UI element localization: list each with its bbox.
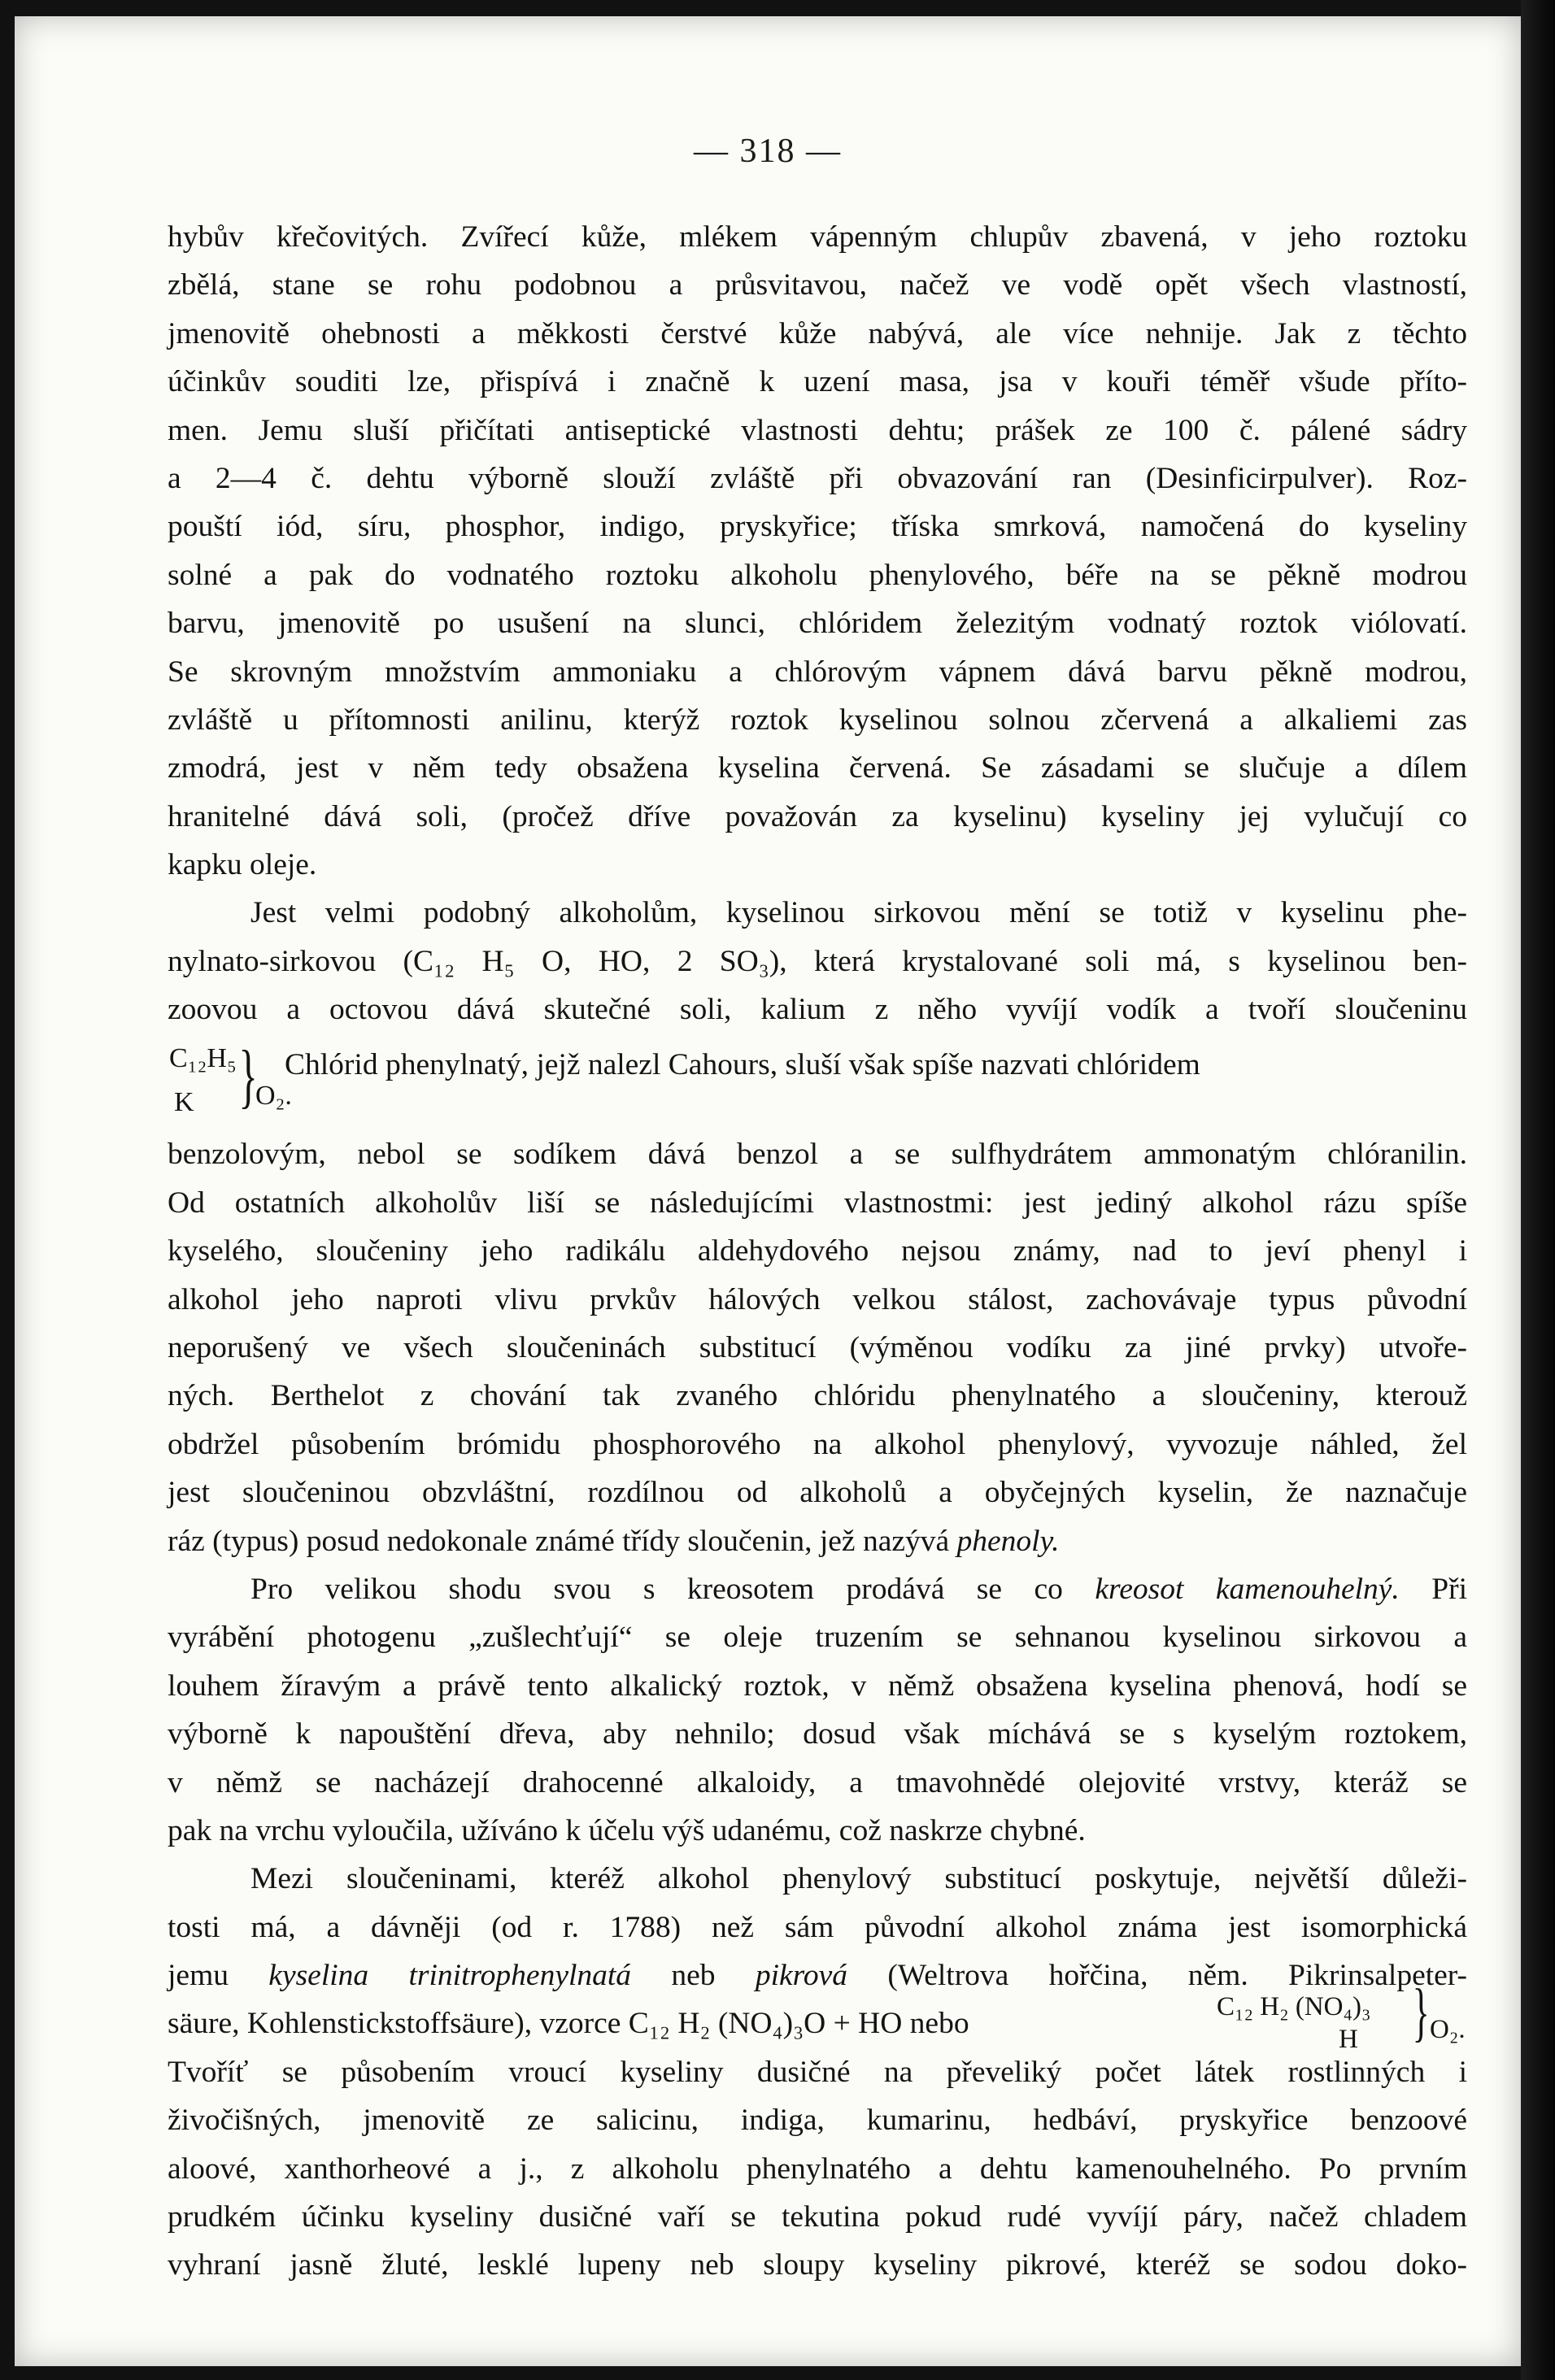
- formula-brace: }: [1412, 1977, 1430, 2049]
- text-line: neporušený ve všech sloučeninách substitucí (výměnou vodíku za jiné prvky) utvoře-: [168, 1331, 1467, 1364]
- text-line: vyrábění photogenu „zušlechťují“ se oleje truzením se sehnanou kyselinou sirkovou a: [168, 1621, 1467, 1655]
- text-line: solné a pak do vodnatého roztoku alkoholu phenylového, béře na se pěkně modrou: [168, 558, 1467, 592]
- body-text: [168, 213, 1467, 2290]
- text-run: säure, Kohlenstickstoffsäure), vzorce C₁₂ H₂ (NO₄)₃O + HO nebo: [168, 2007, 969, 2041]
- formula-o2: O₂.: [1430, 2015, 1466, 2045]
- text-line: v němž se nacházejí drahocenné alkaloidy, a tmavohnědé olejovité vrstvy, kteráž se: [168, 1765, 1467, 1799]
- italic-term: phenoly.: [956, 1524, 1060, 1558]
- text-line: Mezi sloučeninami, kteréž alkohol phenylový substitucí poskytuje, největší důleži-: [250, 1862, 1467, 1896]
- text-line: zoovou a octovou dává skutečné soli, kalium z něho vyvíjí vodík a tvoří sloučeninu: [168, 993, 1467, 1027]
- text-line: alkohol jeho naproti vlivu prvkův hálových velkou stálost, zachovávaje typus původní: [168, 1282, 1467, 1316]
- text-line: nylnato-sirkovou (C₁₂ H₅ O, HO, 2 SO₃), která krystalované soli má, s kyselinou ben-: [168, 944, 1467, 978]
- text-line: Tvoříť se působením vroucí kyseliny dusičné na převeliký počet látek rostlinných i: [168, 2055, 1467, 2089]
- text-line: louhem žíravým a právě tento alkalický roztok, v němž obsažena kyselina phenová, hodí se: [168, 1669, 1467, 1703]
- text-line: obdržel působením brómidu phosphorového na alkohol phenylový, vyvozuje náhled, žel: [168, 1427, 1467, 1461]
- text-line: zmodrá, jest v něm tedy obsažena kyselina červená. Se zásadami se slučuje a dílem: [168, 751, 1467, 785]
- text-line: vyhraní jasně žluté, lesklé lupeny neb sloupy kyseliny pikrové, kteréž se sodou doko-: [168, 2248, 1467, 2282]
- text-line: zvláště u přítomnosti anilinu, kterýž roztok kyselinou solnou zčervená a alkaliemi zas: [168, 703, 1467, 737]
- text-line: kapku oleje.: [168, 848, 317, 882]
- text-line: hybův křečovitých. Zvířecí kůže, mlékem vápenným chlupův zbavená, v jeho roztoku: [168, 220, 1467, 254]
- text-line: Chlórid phenylnatý, jejž nalezl Cahours, sluší však spíše nazvati chlóridem: [285, 1047, 1200, 1081]
- italic-term: kreosot kamenouhelný.: [1095, 1572, 1400, 1606]
- text-line: jest sloučeninou obzvláštní, rozdílnou od alkoholů a obyčejných kyselin, že naznačuje: [168, 1476, 1467, 1510]
- page-number: — 318 —: [694, 133, 842, 170]
- formula-o2: O₂.: [255, 1080, 292, 1111]
- italic-term: pikrová: [755, 1959, 848, 1993]
- formula-bottom: H: [1339, 2025, 1358, 2055]
- text-line: barvu, jmenovitě po usušení na slunci, chlóridem železitým vodnatý roztok viólovatí.: [168, 607, 1467, 641]
- text-line: pak na vrchu vyloučila, užíváno k účelu výš udanému, což naskrze chybné.: [168, 1813, 1086, 1847]
- text-line: výborně k napouštění dřeva, aby nehnilo; dosud však míchává se s kyselým roztokem,: [168, 1717, 1467, 1751]
- chemical-formula: [168, 1034, 292, 1124]
- text-run: jemu: [168, 1959, 229, 1993]
- text-line: Jest velmi podobný alkoholům, kyselinou sirkovou mění se totiž v kyselinu phe-: [250, 896, 1467, 930]
- text-line: zbělá, stane se rohu podobnou a průsvitavou, načež ve vodě opět všech vlastností,: [168, 268, 1467, 302]
- text-line: benzolovým, nebol se sodíkem dává benzol a se sulfhydrátem ammonatým chlóranilin.: [168, 1138, 1467, 1172]
- text-line: ných. Berthelot z chování tak zvaného chlóridu phenylnatého a sloučeniny, kterouž: [168, 1379, 1467, 1413]
- formula-top: C₁₂H₅: [169, 1042, 237, 1073]
- text-line: Se skrovným množstvím ammoniaku a chlórovým vápnem dává barvu pěkně modrou,: [168, 655, 1467, 689]
- text-line: [168, 1977, 1467, 2055]
- text-line: pouští iód, síru, phosphor, indigo, pryskyřice; tříska smrková, namočená do kyseliny: [168, 510, 1467, 544]
- formula-brace: }: [238, 1036, 258, 1116]
- text-line: kyselého, sloučeniny jeho radikálu aldehydového nejsou známy, nad to jeví phenyl i: [168, 1234, 1467, 1268]
- italic-term: kyselina trinitrophenylnatá: [268, 1959, 632, 1993]
- text-run: Při: [1431, 1572, 1468, 1606]
- text-line: Od ostatních alkoholův liší se následujícími vlastnostmi: jest jediný alkohol rázu spíše: [168, 1186, 1467, 1220]
- text-line: hranitelné dává soli, (pročež dříve považován za kyselinu) kyseliny jej vylučují co: [168, 799, 1467, 833]
- formula-line: [168, 1034, 1467, 1131]
- text-line: [168, 1517, 1467, 1565]
- text-line: živočišných, jmenovitě ze salicinu, indiga, kumarinu, hedbáví, pryskyřice benzoové: [168, 2104, 1467, 2138]
- formula-bottom: K: [174, 1086, 194, 1117]
- chemical-formula-2: [1217, 1977, 1466, 2056]
- text-line: men. Jemu sluší přičítati antiseptické vlastnosti dehtu; prášek ze 100 č. pálené sádry: [168, 413, 1467, 447]
- text-line: a 2—4 č. dehtu výborně slouží zvláště při obvazování ran (Desinficirpulver). Roz-: [168, 461, 1467, 495]
- text-run: neb: [671, 1959, 716, 1993]
- text-line: prudkém účinku kyseliny dusičné vaří se tekutina pokud rudé vyvíjí páry, načež chladem: [168, 2200, 1467, 2234]
- formula-top: C₁₂ H₂ (NO₄)₃: [1217, 1992, 1371, 2022]
- text-line: tosti má, a dávněji (od r. 1788) než sám původní alkohol známa jest isomorphická: [168, 1910, 1467, 1944]
- text-run: (Weltrova hořčina, něm. Pikrinsalpeter-: [887, 1959, 1468, 1993]
- text-line: účinkův souditi lze, přispívá i značně k uzení masa, jsa v kouři téměř všude příto-: [168, 365, 1467, 399]
- text-line: aloové, xanthorheové a j., z alkoholu phenylnatého a dehtu kamenouhelného. Po prvním: [168, 2152, 1467, 2186]
- text-line: [168, 1565, 1467, 1613]
- scan-edge-shadow: [1521, 0, 1555, 2380]
- text-run: ráz (typus) posud nedokonale známé třídy sloučenin, jež nazývá: [168, 1524, 950, 1558]
- text-line: jmenovitě ohebnosti a měkkosti čerstvé kůže nabývá, ale více nehnije. Jak z těchto: [168, 316, 1467, 350]
- text-run: Pro velikou shodu svou s kreosotem prodává se co: [250, 1572, 1063, 1606]
